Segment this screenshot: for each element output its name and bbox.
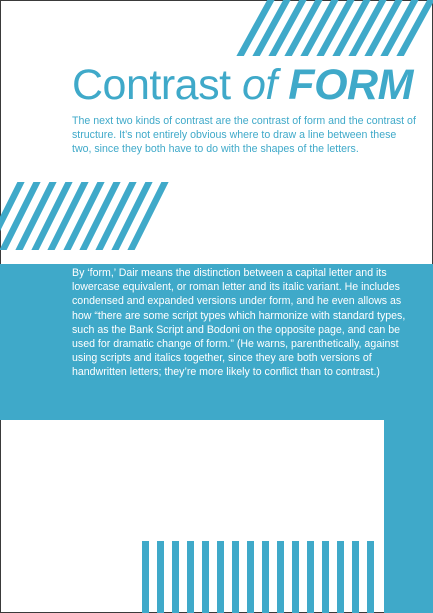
title-contrast: Contrast — [72, 61, 231, 109]
title-form: FORM — [288, 61, 413, 109]
page-title — [72, 60, 413, 110]
body-paragraph: By ‘form,’ Dair means the distinction between a capital letter and its lowercase equivalent, or roman letter and its italic variant. He includes condensed and expanded versions under form, and he even allows as how “there are some script types which harmonize with standard types, such as the Bank Script and Bodoni on the opposite page, and can be used for dramatic change of form.” (He warns, parenthetically, against using scripts and italics together, since they are both versions of handwritten letters; they’re more likely to conflict than to contrast.) — [72, 267, 406, 379]
top-right-stripes — [235, 0, 433, 56]
bottom-stripes — [142, 541, 380, 613]
intro-paragraph: The next two kinds of contrast are the contrast of form and the contrast of structure. It’s not entirely obvious where to draw a line between these two, since they both have to do with the shapes of the letters. — [72, 115, 416, 155]
title-of: of — [241, 61, 277, 109]
left-stripes — [0, 182, 175, 250]
